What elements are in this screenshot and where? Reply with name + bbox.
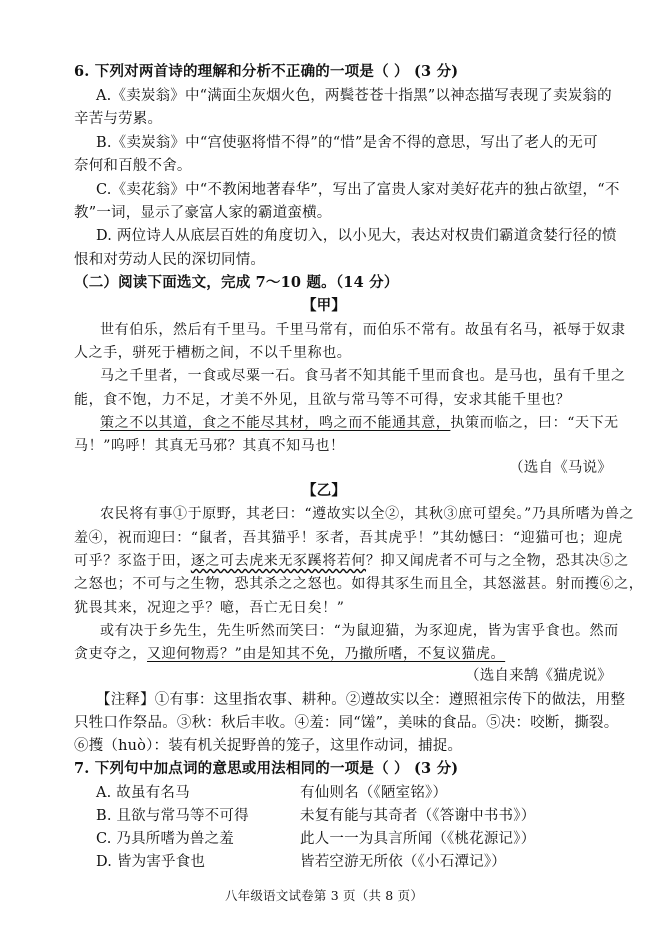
underlined-sentence-2: 又迎何物焉？”由是知其不免，乃撤所嗜，不复议猫虎。 [147, 646, 506, 662]
underlined-sentence: 策之不以其道，食之不能尽其材，鸣之而不能通其意， [100, 415, 451, 431]
passage-jia-paragraph-3-rest: 执策而临之，曰：“天下无 [450, 415, 619, 431]
wavy-underlined-sentence: 逐之可去虎来无豕蹊将若何 [190, 553, 367, 569]
passage-yi-source: （选自来鹄《猫虎说》 [465, 668, 612, 684]
q6-option-c-cont: 教”一词，显示了豪富人家的霸道蛮横。 [74, 205, 332, 221]
q7-option-c-left: C. 乃具所嗜为兽之羞 [96, 831, 234, 847]
passage-yi-heading: 【乙】 [301, 482, 347, 499]
notes-line-1: 【注释】①有事：这里指农事、耕种。②遵故实以全：遵照祖宗传下的做法，用整 [96, 692, 626, 708]
q7-option-c [96, 827, 596, 851]
passage-yi-paragraph-1: 农民将有事①于原野，其老曰：“遵故实以全②，其秋③庶可望矣。”乃具所嗜为兽之 [100, 506, 635, 522]
passage-jia-paragraph-1-cont: 人之手，骈死于槽枥之间，不以千里称也。 [74, 345, 352, 361]
q7-option-a-left: A. 故虽有名马 [96, 785, 190, 801]
q7-option-b-right: 未复有能与其奇者（《答谢中书书》） [300, 808, 536, 824]
passage-jia-paragraph-2: 马之千里者，一食或尽粟一石。食马者不知其能千里而食也。是马也，虽有千里之 [100, 368, 626, 384]
section-heading: （二）阅读下面选文，完成 7～10 题。（14 分） [74, 274, 399, 291]
q7-option-a-right: 有仙则名（《陋室铭》） [300, 785, 448, 801]
notes-line-3: ⑥擭（huò）：装有机关捉野兽的笼子，这里作动词，捕捉。 [74, 738, 463, 754]
passage-jia-heading: 【甲】 [301, 297, 347, 314]
passage-yi-paragraph-1-line-3 [74, 549, 629, 573]
line-3-suffix: ？抑又闻虎者不可与之全物，恐其决⑤之 [366, 553, 629, 569]
q7-option-a [96, 781, 596, 805]
q6-option-b: B.《卖炭翁》中“宫使驱将惜不得”的“惜”是舍不得的意思，写出了老人的无可 [96, 135, 598, 151]
q7-option-b-left: B. 且欲与常马等不可得 [96, 808, 249, 824]
passage-jia-source: （选自《马说》 [509, 460, 612, 476]
passage-jia-paragraph-3-cont: 马！”呜呼！其真无马邪？其真不知马也！ [74, 438, 345, 454]
q7-option-d-right: 皆若空游无所依（《小石潭记》） [300, 854, 506, 870]
q7-option-d-left: D. 皆为害乎食也 [96, 854, 206, 870]
passage-yi-paragraph-1-line-4: 之怒也；不可与之生物，恐其杀之之怒也。如得其豕生而且全，其怒滋甚。射而擭⑥之， [74, 576, 644, 592]
passage-yi-paragraph-2-cont [74, 642, 505, 666]
page-footer: 八年级语文试卷第 3 页（共 8 页） [224, 888, 424, 903]
q7-option-c-right: 此人一一为具言所闻（《桃花源记》） [300, 831, 536, 847]
q7-stem: 7. 下列句中加点词的意思或用法相同的一项是（ ） (3 分) [74, 760, 459, 777]
q6-option-c: C.《卖花翁》中“不教闲地著春华”，写出了富贵人家对美好花卉的独占欲望，“不 [96, 182, 620, 198]
passage-yi-paragraph-1-line-2: 羞④，祝而迎曰：“鼠者，吾其猫乎！豕者，吾其虎乎！”其幼憾曰：“迎猫可也；迎虎 [74, 530, 623, 546]
passage-jia-paragraph-1: 世有伯乐，然后有千里马。千里马常有，而伯乐不常有。故虽有名马，祇辱于奴隶 [100, 322, 626, 338]
q7-option-b [96, 804, 596, 828]
passage-yi-paragraph-1-line-5: 犹畏其来，况迎之乎？噫，吾亡无日矣！” [74, 600, 345, 616]
q6-option-a-cont: 辛苦与劳累。 [74, 111, 163, 127]
q7-option-d [96, 850, 596, 874]
q6-option-a: A.《卖炭翁》中“满面尘灰烟火色，两鬓苍苍十指黑”以神态描写表现了卖炭翁的 [96, 88, 612, 104]
q6-stem: 6. 下列对两首诗的理解和分析不正确的一项是（ ） (3 分) [74, 63, 459, 80]
q6-option-b-cont: 奈何和百般不舍。 [74, 158, 192, 174]
paragraph-2-prefix: 贪吏夺之， [74, 646, 147, 662]
passage-yi-paragraph-2: 或有决于乡先生，先生听然而笑曰：“为鼠迎猫，为豕迎虎，皆为害乎食也。然而 [100, 623, 619, 639]
notes-line-2: 只牲口作祭品。③秋：秋后丰收。④羞：同“馐”，美味的食品。⑤决：咬断，撕裂。 [74, 715, 619, 731]
q6-option-d: D. 两位诗人从底层百姓的角度切入，以小见大，表达对权贵们霸道贪婪行径的愤 [96, 228, 617, 244]
passage-jia-paragraph-3 [100, 411, 619, 435]
passage-jia-paragraph-2-cont: 能，食不饱，力不足，才美不外见，且欲与常马等不可得，安求其能千里也？ [74, 392, 571, 408]
line-3-prefix: 可乎？豕盗于田， [74, 553, 191, 569]
q6-option-d-cont: 恨和对劳动人民的深切同情。 [74, 252, 266, 268]
